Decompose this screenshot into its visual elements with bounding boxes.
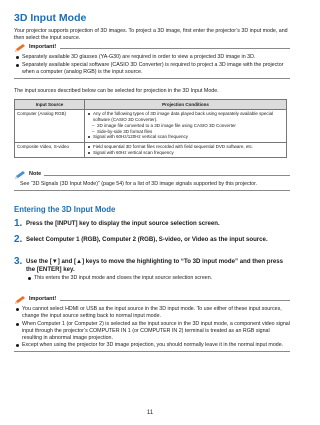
step-text: Select Computer 1 (RGB), Computer 2 (RGB), S-video, or Video as the input source.	[26, 236, 268, 243]
list-item: – Side-by-side 3D format files	[87, 129, 284, 135]
step-number: 2.	[14, 234, 23, 245]
list-item: Signal with 60Hz vertical scan frequency	[87, 150, 284, 156]
note-text: See “3D Signals (3D Input Mode)” (page 54) for a list of 3D image signals supported by this projector.	[20, 181, 258, 187]
input-source-table	[14, 99, 287, 158]
note-label: Note	[29, 171, 42, 177]
table-header: Projection Conditions	[85, 100, 287, 110]
important-label: Important!	[29, 296, 57, 302]
divider	[44, 175, 290, 176]
important-callout-1	[14, 43, 290, 79]
divider	[14, 190, 290, 191]
list-item: You cannot select HDMI or USB as the input source in the 3D input mode. To use either of these input sources, change the input source setting back to normal input mode.	[14, 306, 290, 320]
intro-paragraph: Your projector supports projection of 3D images. To project a 3D image, first enter the projector’s 3D input mode, and then select the input source.	[14, 28, 288, 42]
step-bullets	[26, 275, 290, 282]
table-cell: Composite Video, S-video	[15, 142, 85, 158]
list-item: This enters the 3D input mode and closes the input source selection screen.	[26, 275, 290, 282]
list-item: Signal with 60Hz/120Hz vertical scan frequency	[87, 134, 284, 140]
page-title: 3D Input Mode	[14, 12, 87, 24]
list-item: Except when using the projector for 3D image projection, you should normally leave it in the normal input mode.	[14, 342, 290, 349]
divider	[60, 300, 290, 301]
important-label: Important!	[29, 44, 57, 50]
page-number: 11	[146, 410, 154, 416]
divider	[60, 48, 290, 49]
table-row	[15, 142, 287, 158]
table-cell	[85, 142, 287, 158]
divider	[14, 78, 290, 79]
pencil-icon	[14, 170, 28, 180]
step-number: 1.	[14, 218, 23, 229]
step-3	[14, 258, 290, 283]
important-list	[14, 54, 290, 76]
note-callout	[14, 170, 290, 191]
list-item: When Computer 1 (or Computer 2) is selected as the input source in the 3D input mode, a component video signal input through the projector’s COMPUTER IN 1 (or COMPUTER IN 2) terminal is treated as an RGB signal resulting in abnormal image projection.	[14, 321, 290, 342]
list-item: Separately available 3D glasses (YA-G30) are required in order to view a projected 3D image in 3D.	[14, 54, 290, 61]
table-cell: Computer (Analog RGB)	[15, 109, 85, 142]
table-cell	[85, 109, 287, 142]
step-1	[14, 220, 290, 228]
important-callout-2	[14, 295, 290, 352]
list-item: Field sequential 3D format files recorded with field sequential DVD software, etc.	[87, 144, 284, 150]
list-item: – 2D image file converted to a 3D image file using CASIO 3D Converter	[87, 123, 284, 129]
pencil-icon	[14, 43, 28, 53]
step-2	[14, 236, 290, 244]
list-item: Separately available special software (CASIO 3D Converter) is required to project a 3D image with the projector when a computer (analog RGB) is the input source.	[14, 62, 290, 76]
table-row	[15, 109, 287, 142]
table-intro: The input sources described below can be selected for projection in the 3D Input Mode.	[14, 88, 219, 94]
section-heading: Entering the 3D Input Mode	[14, 205, 116, 214]
step-text: Use the [▼] and [▲] keys to move the highlighting to “To 3D input mode” and then press the [ENTER] key.	[26, 258, 284, 273]
list-item: Any of the following types of 3D image data played back using separately available special software (CASIO 3D Converter).	[87, 111, 284, 123]
table-header: Input Source	[15, 100, 85, 110]
important-list	[14, 306, 290, 349]
step-number: 3.	[14, 256, 23, 267]
pencil-icon	[14, 295, 28, 305]
step-text: Press the [INPUT] key to display the input source selection screen.	[26, 220, 220, 227]
divider	[14, 351, 290, 352]
